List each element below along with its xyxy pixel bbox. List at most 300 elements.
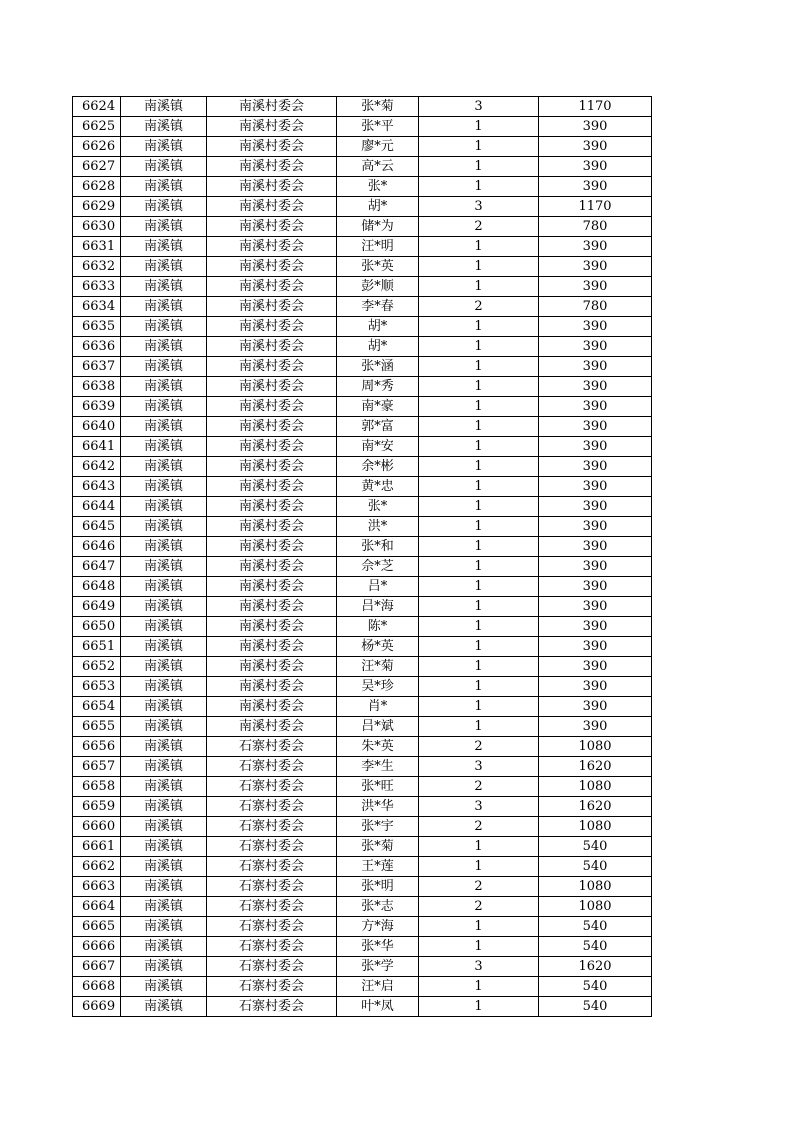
- town-name-cell: 南溪镇: [121, 677, 207, 697]
- town-name-cell: 南溪镇: [121, 897, 207, 917]
- table-row: [73, 937, 652, 957]
- amount-cell: 1620: [539, 797, 652, 817]
- town-name-cell: 南溪镇: [121, 197, 207, 217]
- household-count-cell: 3: [419, 957, 539, 977]
- person-name-cell: 汪*菊: [337, 657, 419, 677]
- person-name-cell: 李*生: [337, 757, 419, 777]
- amount-cell: 390: [539, 597, 652, 617]
- town-name-cell: 南溪镇: [121, 797, 207, 817]
- table-row: [73, 117, 652, 137]
- village-committee-cell: 南溪村委会: [207, 677, 337, 697]
- village-committee-cell: 南溪村委会: [207, 437, 337, 457]
- village-committee-cell: 南溪村委会: [207, 177, 337, 197]
- row-number-cell: 6645: [73, 517, 121, 537]
- household-count-cell: 1: [419, 617, 539, 637]
- table-row: [73, 837, 652, 857]
- person-name-cell: 黄*忠: [337, 477, 419, 497]
- household-count-cell: 1: [419, 997, 539, 1017]
- town-name-cell: 南溪镇: [121, 977, 207, 997]
- row-number-cell: 6637: [73, 357, 121, 377]
- town-name-cell: 南溪镇: [121, 277, 207, 297]
- town-name-cell: 南溪镇: [121, 757, 207, 777]
- person-name-cell: 朱*英: [337, 737, 419, 757]
- amount-cell: 390: [539, 477, 652, 497]
- person-name-cell: 吴*珍: [337, 677, 419, 697]
- roster-table-body: [73, 97, 652, 1017]
- amount-cell: 390: [539, 717, 652, 737]
- household-count-cell: 1: [419, 457, 539, 477]
- table-row: [73, 477, 652, 497]
- table-row: [73, 757, 652, 777]
- row-number-cell: 6636: [73, 337, 121, 357]
- amount-cell: 1080: [539, 877, 652, 897]
- table-row: [73, 957, 652, 977]
- row-number-cell: 6632: [73, 257, 121, 277]
- village-committee-cell: 南溪村委会: [207, 497, 337, 517]
- person-name-cell: 张*和: [337, 537, 419, 557]
- table-row: [73, 137, 652, 157]
- table-row: [73, 257, 652, 277]
- table-row: [73, 237, 652, 257]
- roster-table: [72, 96, 652, 1017]
- village-committee-cell: 南溪村委会: [207, 337, 337, 357]
- village-committee-cell: 石寨村委会: [207, 737, 337, 757]
- table-row: [73, 877, 652, 897]
- table-row: [73, 997, 652, 1017]
- village-committee-cell: 南溪村委会: [207, 477, 337, 497]
- row-number-cell: 6638: [73, 377, 121, 397]
- town-name-cell: 南溪镇: [121, 397, 207, 417]
- amount-cell: 1080: [539, 777, 652, 797]
- household-count-cell: 3: [419, 797, 539, 817]
- household-count-cell: 1: [419, 397, 539, 417]
- amount-cell: 390: [539, 157, 652, 177]
- row-number-cell: 6626: [73, 137, 121, 157]
- village-committee-cell: 石寨村委会: [207, 917, 337, 937]
- row-number-cell: 6630: [73, 217, 121, 237]
- amount-cell: 390: [539, 537, 652, 557]
- person-name-cell: 胡*: [337, 197, 419, 217]
- row-number-cell: 6668: [73, 977, 121, 997]
- row-number-cell: 6662: [73, 857, 121, 877]
- row-number-cell: 6663: [73, 877, 121, 897]
- household-count-cell: 1: [419, 337, 539, 357]
- person-name-cell: 张*: [337, 497, 419, 517]
- town-name-cell: 南溪镇: [121, 597, 207, 617]
- table-row: [73, 97, 652, 117]
- town-name-cell: 南溪镇: [121, 777, 207, 797]
- row-number-cell: 6665: [73, 917, 121, 937]
- person-name-cell: 胡*: [337, 337, 419, 357]
- town-name-cell: 南溪镇: [121, 997, 207, 1017]
- village-committee-cell: 南溪村委会: [207, 577, 337, 597]
- town-name-cell: 南溪镇: [121, 117, 207, 137]
- household-count-cell: 1: [419, 857, 539, 877]
- table-row: [73, 517, 652, 537]
- village-committee-cell: 南溪村委会: [207, 537, 337, 557]
- row-number-cell: 6658: [73, 777, 121, 797]
- amount-cell: 1170: [539, 197, 652, 217]
- person-name-cell: 吕*海: [337, 597, 419, 617]
- person-name-cell: 张*: [337, 177, 419, 197]
- village-committee-cell: 南溪村委会: [207, 637, 337, 657]
- row-number-cell: 6653: [73, 677, 121, 697]
- household-count-cell: 3: [419, 197, 539, 217]
- household-count-cell: 3: [419, 757, 539, 777]
- row-number-cell: 6634: [73, 297, 121, 317]
- household-count-cell: 1: [419, 977, 539, 997]
- household-count-cell: 1: [419, 277, 539, 297]
- amount-cell: 390: [539, 657, 652, 677]
- row-number-cell: 6649: [73, 597, 121, 617]
- person-name-cell: 张*华: [337, 937, 419, 957]
- amount-cell: 540: [539, 917, 652, 937]
- village-committee-cell: 南溪村委会: [207, 317, 337, 337]
- household-count-cell: 1: [419, 357, 539, 377]
- amount-cell: 1620: [539, 957, 652, 977]
- village-committee-cell: 南溪村委会: [207, 457, 337, 477]
- amount-cell: 1620: [539, 757, 652, 777]
- amount-cell: 540: [539, 997, 652, 1017]
- household-count-cell: 2: [419, 877, 539, 897]
- town-name-cell: 南溪镇: [121, 417, 207, 437]
- village-committee-cell: 南溪村委会: [207, 657, 337, 677]
- person-name-cell: 张*宇: [337, 817, 419, 837]
- person-name-cell: 张*学: [337, 957, 419, 977]
- amount-cell: 390: [539, 397, 652, 417]
- town-name-cell: 南溪镇: [121, 697, 207, 717]
- household-count-cell: 1: [419, 837, 539, 857]
- village-committee-cell: 南溪村委会: [207, 277, 337, 297]
- village-committee-cell: 石寨村委会: [207, 937, 337, 957]
- row-number-cell: 6640: [73, 417, 121, 437]
- amount-cell: 390: [539, 457, 652, 477]
- household-count-cell: 1: [419, 637, 539, 657]
- town-name-cell: 南溪镇: [121, 337, 207, 357]
- household-count-cell: 1: [419, 177, 539, 197]
- row-number-cell: 6643: [73, 477, 121, 497]
- table-row: [73, 577, 652, 597]
- person-name-cell: 张*明: [337, 877, 419, 897]
- table-row: [73, 637, 652, 657]
- village-committee-cell: 石寨村委会: [207, 757, 337, 777]
- town-name-cell: 南溪镇: [121, 237, 207, 257]
- row-number-cell: 6654: [73, 697, 121, 717]
- row-number-cell: 6641: [73, 437, 121, 457]
- village-committee-cell: 南溪村委会: [207, 517, 337, 537]
- town-name-cell: 南溪镇: [121, 537, 207, 557]
- amount-cell: 540: [539, 937, 652, 957]
- amount-cell: 390: [539, 497, 652, 517]
- table-row: [73, 437, 652, 457]
- table-row: [73, 277, 652, 297]
- town-name-cell: 南溪镇: [121, 837, 207, 857]
- table-row: [73, 697, 652, 717]
- household-count-cell: 1: [419, 517, 539, 537]
- table-row: [73, 357, 652, 377]
- row-number-cell: 6659: [73, 797, 121, 817]
- town-name-cell: 南溪镇: [121, 817, 207, 837]
- town-name-cell: 南溪镇: [121, 557, 207, 577]
- table-row: [73, 457, 652, 477]
- village-committee-cell: 南溪村委会: [207, 617, 337, 637]
- amount-cell: 780: [539, 217, 652, 237]
- village-committee-cell: 南溪村委会: [207, 717, 337, 737]
- person-name-cell: 张*旺: [337, 777, 419, 797]
- amount-cell: 390: [539, 177, 652, 197]
- household-count-cell: 1: [419, 497, 539, 517]
- amount-cell: 390: [539, 557, 652, 577]
- household-count-cell: 1: [419, 937, 539, 957]
- row-number-cell: 6639: [73, 397, 121, 417]
- row-number-cell: 6624: [73, 97, 121, 117]
- amount-cell: 390: [539, 317, 652, 337]
- person-name-cell: 彭*顺: [337, 277, 419, 297]
- table-row: [73, 377, 652, 397]
- town-name-cell: 南溪镇: [121, 437, 207, 457]
- table-row: [73, 557, 652, 577]
- village-committee-cell: 南溪村委会: [207, 357, 337, 377]
- amount-cell: 390: [539, 257, 652, 277]
- person-name-cell: 杨*英: [337, 637, 419, 657]
- household-count-cell: 1: [419, 477, 539, 497]
- person-name-cell: 陈*: [337, 617, 419, 637]
- amount-cell: 1080: [539, 897, 652, 917]
- row-number-cell: 6650: [73, 617, 121, 637]
- amount-cell: 1080: [539, 737, 652, 757]
- village-committee-cell: 石寨村委会: [207, 897, 337, 917]
- village-committee-cell: 南溪村委会: [207, 377, 337, 397]
- table-row: [73, 177, 652, 197]
- household-count-cell: 1: [419, 117, 539, 137]
- village-committee-cell: 石寨村委会: [207, 817, 337, 837]
- household-count-cell: 2: [419, 737, 539, 757]
- row-number-cell: 6667: [73, 957, 121, 977]
- amount-cell: 390: [539, 117, 652, 137]
- town-name-cell: 南溪镇: [121, 917, 207, 937]
- row-number-cell: 6629: [73, 197, 121, 217]
- amount-cell: 390: [539, 277, 652, 297]
- amount-cell: 390: [539, 357, 652, 377]
- row-number-cell: 6652: [73, 657, 121, 677]
- person-name-cell: 张*涵: [337, 357, 419, 377]
- amount-cell: 390: [539, 697, 652, 717]
- person-name-cell: 李*春: [337, 297, 419, 317]
- table-row: [73, 717, 652, 737]
- person-name-cell: 张*志: [337, 897, 419, 917]
- person-name-cell: 洪*华: [337, 797, 419, 817]
- row-number-cell: 6635: [73, 317, 121, 337]
- row-number-cell: 6625: [73, 117, 121, 137]
- row-number-cell: 6655: [73, 717, 121, 737]
- row-number-cell: 6633: [73, 277, 121, 297]
- town-name-cell: 南溪镇: [121, 577, 207, 597]
- amount-cell: 540: [539, 837, 652, 857]
- town-name-cell: 南溪镇: [121, 97, 207, 117]
- village-committee-cell: 石寨村委会: [207, 877, 337, 897]
- person-name-cell: 张*英: [337, 257, 419, 277]
- household-count-cell: 1: [419, 537, 539, 557]
- household-count-cell: 2: [419, 297, 539, 317]
- person-name-cell: 汪*明: [337, 237, 419, 257]
- row-number-cell: 6656: [73, 737, 121, 757]
- person-name-cell: 郭*富: [337, 417, 419, 437]
- row-number-cell: 6644: [73, 497, 121, 517]
- household-count-cell: 1: [419, 677, 539, 697]
- town-name-cell: 南溪镇: [121, 217, 207, 237]
- table-row: [73, 297, 652, 317]
- household-count-cell: 1: [419, 417, 539, 437]
- household-count-cell: 1: [419, 557, 539, 577]
- amount-cell: 390: [539, 677, 652, 697]
- village-committee-cell: 南溪村委会: [207, 417, 337, 437]
- table-row: [73, 537, 652, 557]
- table-row: [73, 497, 652, 517]
- row-number-cell: 6660: [73, 817, 121, 837]
- table-row: [73, 797, 652, 817]
- household-count-cell: 1: [419, 137, 539, 157]
- amount-cell: 390: [539, 437, 652, 457]
- village-committee-cell: 石寨村委会: [207, 977, 337, 997]
- village-committee-cell: 南溪村委会: [207, 97, 337, 117]
- person-name-cell: 南*豪: [337, 397, 419, 417]
- village-committee-cell: 南溪村委会: [207, 217, 337, 237]
- town-name-cell: 南溪镇: [121, 157, 207, 177]
- table-row: [73, 677, 652, 697]
- amount-cell: 390: [539, 617, 652, 637]
- row-number-cell: 6664: [73, 897, 121, 917]
- village-committee-cell: 南溪村委会: [207, 597, 337, 617]
- town-name-cell: 南溪镇: [121, 297, 207, 317]
- village-committee-cell: 南溪村委会: [207, 157, 337, 177]
- table-row: [73, 197, 652, 217]
- person-name-cell: 胡*: [337, 317, 419, 337]
- village-committee-cell: 石寨村委会: [207, 997, 337, 1017]
- household-count-cell: 1: [419, 157, 539, 177]
- town-name-cell: 南溪镇: [121, 257, 207, 277]
- row-number-cell: 6661: [73, 837, 121, 857]
- row-number-cell: 6647: [73, 557, 121, 577]
- town-name-cell: 南溪镇: [121, 357, 207, 377]
- table-row: [73, 897, 652, 917]
- table-row: [73, 777, 652, 797]
- household-count-cell: 1: [419, 577, 539, 597]
- household-count-cell: 1: [419, 917, 539, 937]
- household-count-cell: 2: [419, 777, 539, 797]
- person-name-cell: 张*菊: [337, 97, 419, 117]
- person-name-cell: 叶*凤: [337, 997, 419, 1017]
- person-name-cell: 王*莲: [337, 857, 419, 877]
- person-name-cell: 张*平: [337, 117, 419, 137]
- town-name-cell: 南溪镇: [121, 857, 207, 877]
- village-committee-cell: 南溪村委会: [207, 397, 337, 417]
- household-count-cell: 1: [419, 377, 539, 397]
- household-count-cell: 1: [419, 317, 539, 337]
- table-row: [73, 317, 652, 337]
- town-name-cell: 南溪镇: [121, 937, 207, 957]
- village-committee-cell: 南溪村委会: [207, 237, 337, 257]
- person-name-cell: 高*云: [337, 157, 419, 177]
- village-committee-cell: 南溪村委会: [207, 197, 337, 217]
- household-count-cell: 3: [419, 97, 539, 117]
- town-name-cell: 南溪镇: [121, 317, 207, 337]
- amount-cell: 540: [539, 857, 652, 877]
- town-name-cell: 南溪镇: [121, 517, 207, 537]
- table-row: [73, 597, 652, 617]
- village-committee-cell: 南溪村委会: [207, 557, 337, 577]
- amount-cell: 390: [539, 517, 652, 537]
- person-name-cell: 廖*元: [337, 137, 419, 157]
- town-name-cell: 南溪镇: [121, 957, 207, 977]
- household-count-cell: 1: [419, 697, 539, 717]
- person-name-cell: 肖*: [337, 697, 419, 717]
- village-committee-cell: 南溪村委会: [207, 697, 337, 717]
- table-row: [73, 657, 652, 677]
- person-name-cell: 方*海: [337, 917, 419, 937]
- household-count-cell: 1: [419, 257, 539, 277]
- household-count-cell: 2: [419, 217, 539, 237]
- village-committee-cell: 石寨村委会: [207, 777, 337, 797]
- table-row: [73, 217, 652, 237]
- town-name-cell: 南溪镇: [121, 737, 207, 757]
- table-row: [73, 737, 652, 757]
- village-committee-cell: 石寨村委会: [207, 797, 337, 817]
- person-name-cell: 余*彬: [337, 457, 419, 477]
- household-count-cell: 1: [419, 597, 539, 617]
- amount-cell: 540: [539, 977, 652, 997]
- village-committee-cell: 石寨村委会: [207, 957, 337, 977]
- village-committee-cell: 南溪村委会: [207, 297, 337, 317]
- row-number-cell: 6657: [73, 757, 121, 777]
- table-row: [73, 337, 652, 357]
- table-row: [73, 857, 652, 877]
- row-number-cell: 6669: [73, 997, 121, 1017]
- town-name-cell: 南溪镇: [121, 717, 207, 737]
- table-row: [73, 397, 652, 417]
- amount-cell: 390: [539, 637, 652, 657]
- row-number-cell: 6648: [73, 577, 121, 597]
- amount-cell: 390: [539, 577, 652, 597]
- table-row: [73, 917, 652, 937]
- person-name-cell: 佘*芝: [337, 557, 419, 577]
- person-name-cell: 张*菊: [337, 837, 419, 857]
- person-name-cell: 汪*启: [337, 977, 419, 997]
- village-committee-cell: 南溪村委会: [207, 117, 337, 137]
- household-count-cell: 1: [419, 437, 539, 457]
- household-count-cell: 1: [419, 657, 539, 677]
- person-name-cell: 吕*斌: [337, 717, 419, 737]
- row-number-cell: 6646: [73, 537, 121, 557]
- town-name-cell: 南溪镇: [121, 497, 207, 517]
- village-committee-cell: 南溪村委会: [207, 137, 337, 157]
- person-name-cell: 南*安: [337, 437, 419, 457]
- town-name-cell: 南溪镇: [121, 477, 207, 497]
- amount-cell: 390: [539, 137, 652, 157]
- town-name-cell: 南溪镇: [121, 137, 207, 157]
- row-number-cell: 6642: [73, 457, 121, 477]
- row-number-cell: 6651: [73, 637, 121, 657]
- table-row: [73, 617, 652, 637]
- amount-cell: 390: [539, 377, 652, 397]
- amount-cell: 390: [539, 337, 652, 357]
- table-row: [73, 417, 652, 437]
- household-count-cell: 2: [419, 897, 539, 917]
- household-count-cell: 1: [419, 717, 539, 737]
- person-name-cell: 吕*: [337, 577, 419, 597]
- village-committee-cell: 石寨村委会: [207, 857, 337, 877]
- amount-cell: 390: [539, 417, 652, 437]
- village-committee-cell: 石寨村委会: [207, 837, 337, 857]
